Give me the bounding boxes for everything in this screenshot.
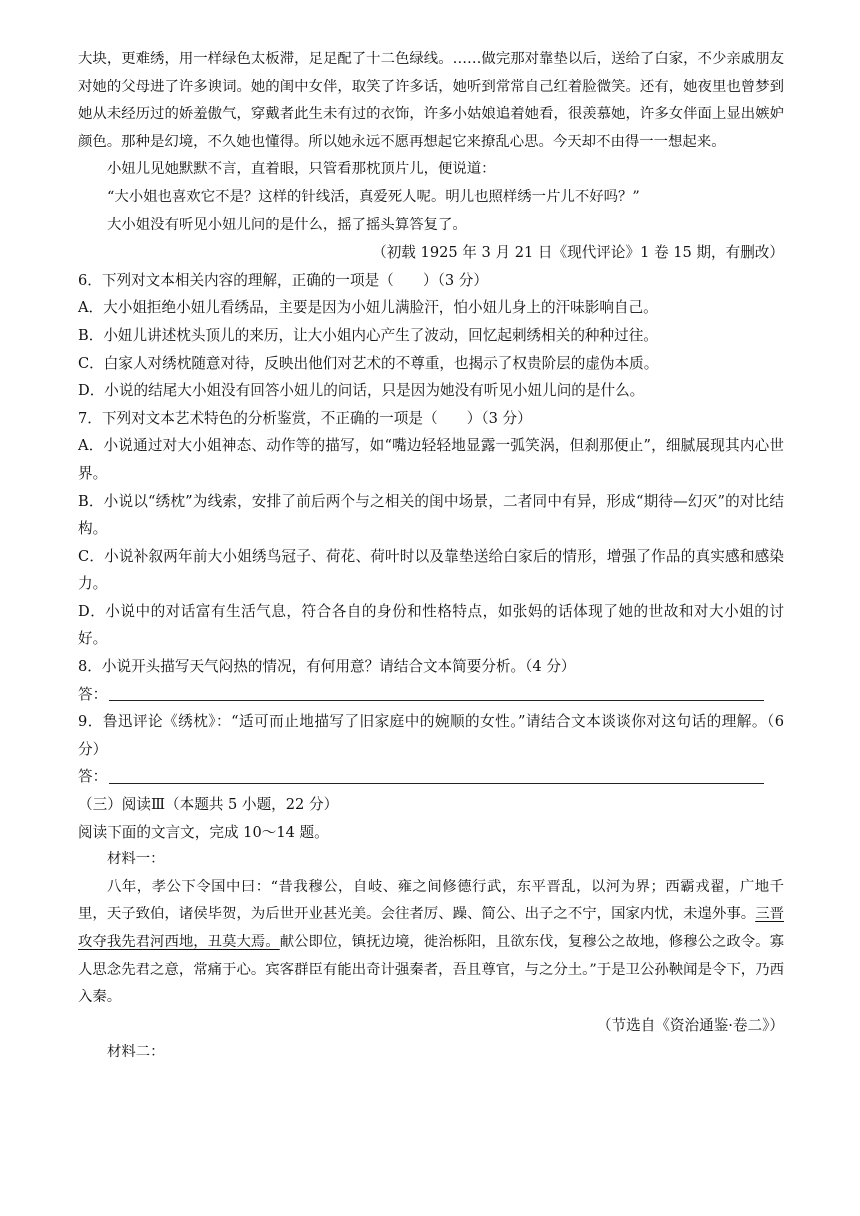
question-9-stem: 9．鲁迅评论《绣枕》：“适可而止地描写了旧家庭中的婉顺的女性。”请结合文本谈谈你对这句话的理解。（6 分） (78, 713, 784, 758)
question-8-stem: 8．小说开头描写天气闷热的情况，有何用意？请结合文本简要分析。（4 分） (78, 658, 576, 676)
story-paragraph-2: 小妞儿见她默默不言，直着眼，只管看那枕顶片儿，便说道： (107, 161, 496, 178)
story-paragraph-4: 大小姐没有听见小妞儿问的是什么，摇了摇头算答复了。 (107, 216, 467, 233)
question-9-answer-label: 答： (78, 768, 108, 786)
question-8-answer-area[interactable] (78, 681, 784, 709)
material-2-label: 材料二： (107, 1044, 165, 1061)
question-6-option-d: D．小说的结尾大小姐没有回答小妞儿的问话，只是因为她没有听见小妞儿问的是什么。 (78, 382, 645, 400)
story-paragraph-1: 大块，更难绣，用一样绿色太板滞，足足配了十二色绿线。……做完那对靠垫以后，送给了白家，不少亲戚朋友对她的父母进了许多谀词。她的闺中女伴，取笑了许多话，她听到常常自己红着脸微笑。还有，她夜里也曾梦到她从未经历过的娇羞傲气，穿戴者此生未有过的衣饰，许多小姑娘追着她看，很羡慕她，许多女伴面上显出嫉妒颜色。那种是幻境，不久她也懂得。所以她永远不愿再想起它来撩乱心思。今天却不由得一一想起来。 (78, 51, 784, 150)
material-1-text-part-2: 献公即位，镇抚边境，徙治栎阳，且欲东伐，复穆公之故地，修穆公之政令。寡人思念先君之意，常痛于心。宾客群臣有能出奇计强秦者，吾且尊官，与之分土。”于是卫公孙鞅闻是令下，乃西入秦。 (78, 934, 784, 1006)
question-7-option-d: D．小说中的对话富有生活气息，符合各自的身份和性格特点，如张妈的话体现了她的世故和对大小姐的讨好。 (78, 602, 784, 648)
story-paragraph-3: “大小姐也喜欢它不是？这样的针线活，真爱死人呢。明儿也照样绣一片儿不好吗？” (107, 188, 640, 205)
exam-page (78, 46, 784, 1067)
question-6-stem: 6．下列对文本相关内容的理解，正确的一项是（ ）（3 分） (78, 271, 488, 289)
question-7-option-a: A．小说通过对大小姐神态、动作等的描写，如“嘴边轻轻地显露一弧笑涡，但刹那便止”，细腻展现其内心世界。 (78, 437, 784, 482)
question-9-answer-area[interactable] (78, 763, 784, 791)
question-7-stem: 7．下列对文本艺术特色的分析鉴赏，不正确的一项是（ ）（3 分） (78, 409, 532, 427)
question-6-option-c: C．白家人对绣枕随意对待，反映出他们对艺术的不尊重，也揭示了权贵阶层的虚伪本质。 (78, 354, 659, 372)
material-1-text-part-1: 八年，孝公下令国中曰：“昔我穆公，自岐、雍之间修德行武，东平晋乱，以河为界；西霸戎翟，广地千里，天子致伯，诸侯毕贺，为后世开业甚光美。会往者厉、躁、简公、出子之不宁，国家内忧，未遑外事。 (78, 878, 784, 923)
section-3-instruction: 阅读下面的文言文，完成 10～14 题。 (78, 823, 329, 841)
story-source: （初载 1925 年 3 月 21 日《现代评论》1 卷 15 期，有删改） (372, 244, 784, 262)
question-7-option-c: C．小说补叙两年前大小姐绣鸟冠子、荷花、荷叶时以及靠垫送给白家后的情形，增强了作品的真实感和感染力。 (78, 547, 784, 593)
question-6-option-a: A．大小姐拒绝小妞儿看绣品，主要是因为小妞儿满脸汗，怕小妞儿身上的汗味影响自己。 (78, 299, 658, 317)
material-1-underlined-sentence: 三晋攻夺我先君河西地，丑莫大焉。 (78, 906, 784, 950)
question-9-answer-line[interactable] (109, 783, 764, 784)
material-1-source: （节选自《资治通鉴·卷二》） (596, 1016, 784, 1034)
material-1-text (78, 874, 784, 1012)
question-8-answer-label: 答： (78, 685, 108, 703)
question-8-answer-line[interactable] (109, 700, 764, 701)
section-3-heading: （三）阅读Ⅲ（本题共 5 小题，22 分） (78, 796, 339, 814)
question-7-option-b: B．小说以“绣枕”为线索，安排了前后两个与之相关的闺中场景，二者同中有异，形成“期待—幻灭”的对比结构。 (78, 492, 784, 538)
material-1-label: 材料一： (107, 851, 165, 868)
question-6-option-b: B．小妞儿讲述枕头顶儿的来历，让大小姐内心产生了波动，回忆起刺绣相关的种种过往。 (78, 326, 658, 344)
